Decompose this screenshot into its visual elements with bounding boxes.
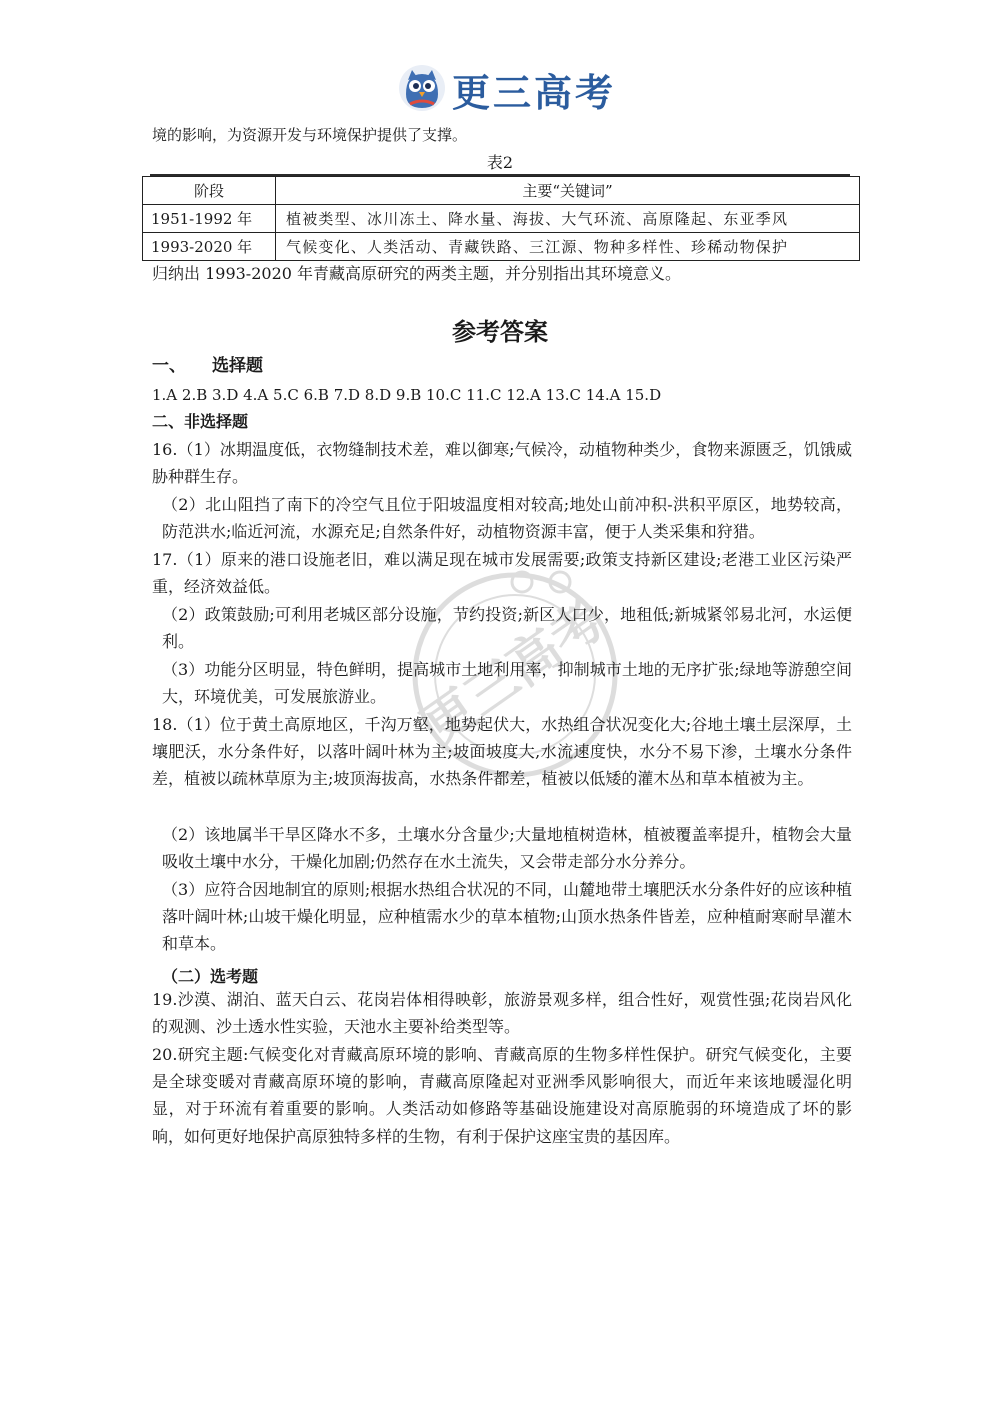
owl-logo-icon	[398, 64, 446, 112]
table-cell: 气候变化、人类活动、青藏铁路、三江源、物种多样性、珍稀动物保护	[276, 233, 860, 261]
table-row	[143, 205, 860, 233]
answer-title: 参考答案	[452, 317, 548, 346]
watermark-text: 更三高考	[411, 589, 617, 758]
subsection-heading: （二）选考题	[162, 967, 259, 986]
table-cell: 植被类型、冰川冻土、降水量、海拔、大气环流、高原隆起、东亚季风	[276, 205, 860, 233]
section-heading	[152, 358, 263, 375]
section-heading: 二、非选择题	[152, 412, 249, 431]
answer-paragraph: （2）北山阻挡了南下的冷空气且位于阳坡温度相对较高;地处山前冲积-洪积平原区，地势较高，防范洪水;临近河流，水源充足;自然条件好，动植物资源丰富，便于人类采集和狩猎。	[162, 495, 852, 542]
table-cell: 1993-2020 年	[143, 233, 276, 261]
table-header-row	[143, 177, 860, 205]
answer-paragraph: 16.（1）冰期温度低，衣物缝制技术差，难以御寒;气候冷，动植物种类少，食物来源匮乏，饥饿威胁种群生存。	[152, 440, 852, 487]
section-number: 一、	[152, 356, 186, 376]
choice-answers: 1.A 2.B 3.D 4.A 5.C 6.B 7.D 8.D 9.B 10.C 11.C 12.A 13.C 14.A 15.D	[152, 386, 662, 404]
table-cell: 1951-1992 年	[143, 205, 276, 233]
table-caption: 表2	[486, 153, 514, 172]
answer-paragraph: 17.（1）原来的港口设施老旧，难以满足现在城市发展需要;政策支持新区建设;老港工业区污染严重，经济效益低。	[152, 550, 852, 597]
answer-paragraph: 19.沙漠、湖泊、蓝天白云、花岗岩体相得映彰，旅游景观多样，组合性好，观赏性强;花岗岩风化的观测、沙土透水性实验，天池水主要补给类型等。	[152, 990, 852, 1037]
answer-paragraph: （2）该地属半干旱区降水不多，土壤水分含量少;大量地植树造林，植被覆盖率提升，植物会大量吸收土壤中水分，干燥化加剧;仍然存在水土流失，又会带走部分水分养分。	[162, 825, 852, 872]
table-header-cell: 主要“关键词”	[276, 177, 860, 205]
brand-name: 更三高考	[452, 71, 617, 115]
question-text: 归纳出 1993-2020 年青藏高原研究的两类主题，并分别指出其环境意义。	[152, 264, 682, 283]
answer-paragraph: 18.（1）位于黄土高原地区，千沟万壑，地势起伏大，水热组合状况变化大;谷地土壤土层深厚，土壤肥沃，水分条件好，以落叶阔叶林为主;坡面坡度大,水流速度快，水分不易下渗，土壤水分条件差，植被以疏林草原为主;坡顶海拔高，水热条件都差，植被以低矮的灌木丛和草本植被为主。	[152, 715, 852, 789]
answer-paragraph: （2）政策鼓励;可利用老城区部分设施，节约投资;新区人口少，地租低;新城紧邻易北河，水运便利。	[162, 605, 852, 652]
answer-paragraph: 20.研究主题:气候变化对青藏高原环境的影响、青藏高原的生物多样性保护。研究气候变化，主要是全球变暖对青藏高原环境的影响，青藏高原隆起对亚洲季风影响很大，而近年来该地暖湿化明显，对于环流有着重要的影响。人类活动如修路等基础设施建设对高原脆弱的环境造成了坏的影响，如何更好地保护高原独特多样的生物，有利于保护这座宝贵的基因库。	[152, 1045, 852, 1146]
answer-paragraph: （3）应符合因地制宜的原则;根据水热组合状况的不同，山麓地带土壤肥沃水分条件好的应该种植落叶阔叶林;山坡干燥化明显，应种植需水少的草本植物;山顶水热条件皆差，应种植耐寒耐旱灌木和草本。	[162, 880, 852, 954]
section-title: 选择题	[212, 356, 263, 376]
page-header	[0, 58, 1000, 118]
intro-text: 境的影响，为资源开发与环境保护提供了支撑。	[152, 126, 468, 144]
keywords-table	[142, 176, 860, 261]
table-row	[143, 233, 860, 261]
answer-paragraph: （3）功能分区明显，特色鲜明，提高城市土地利用率，抑制城市土地的无序扩张;绿地等游憩空间大，环境优美，可发展旅游业。	[162, 660, 852, 707]
table-header-cell: 阶段	[143, 177, 276, 205]
